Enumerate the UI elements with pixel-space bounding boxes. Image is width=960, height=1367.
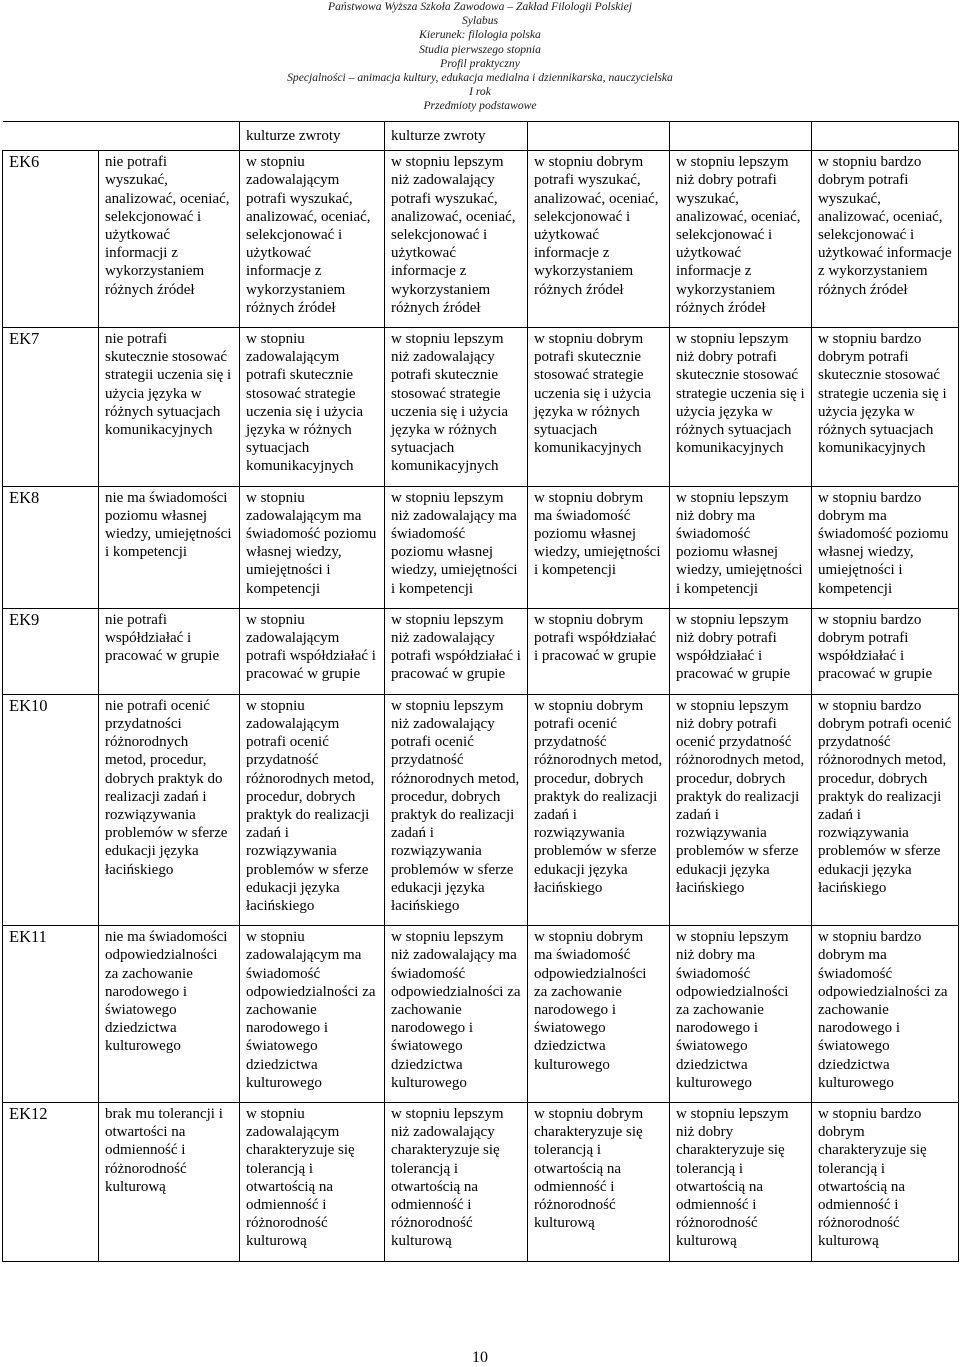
header-line-institution: Państwowa Wyższa Szkoła Zawodowa – Zakład Filologii Polskiej — [328, 0, 632, 13]
criterion-grade-4: w stopniu lepszym niż zadowalający ma świadomość poziomu własnej wiedzy, umiejętności i kompetencji — [385, 486, 528, 608]
criterion-grade-4: w stopniu lepszym niż zadowalający charakteryzuje się tolerancją i otwartością na odmienność i różnorodność kulturową — [385, 1102, 528, 1261]
criterion-grade-7: w stopniu bardzo dobrym potrafi ocenić przydatność różnorodnych metod, procedur, dobrych praktyk do realizacji zadań i rozwiązywania problemów w sferze edukacji języka łacińskiego — [812, 694, 959, 925]
table-row — [3, 1102, 959, 1261]
learning-outcome-code: EK8 — [3, 486, 99, 608]
criterion-grade-5: w stopniu dobrym potrafi współdziałać i pracować w grupie — [528, 608, 670, 694]
header-line-profile: Profil praktyczny — [440, 56, 520, 70]
page-header — [0, 0, 960, 114]
criterion-grade-3: w stopniu zadowalającym ma świadomość odpowiedzialności za zachowanie narodowego i światowego dziedzictwa kulturowego — [240, 926, 385, 1103]
criterion-grade-4: w stopniu lepszym niż zadowalający potrafi wyszukać, analizować, oceniać, selekcjonować i użytkować informacje z wykorzystaniem różnych źródeł — [385, 151, 528, 328]
table-row — [3, 328, 959, 487]
criterion-grade-6: w stopniu lepszym niż dobry ma świadomość odpowiedzialności za zachowanie narodowego i światowego dziedzictwa kulturowego — [670, 926, 812, 1103]
continuation-cell — [812, 122, 959, 151]
learning-outcome-code: EK6 — [3, 151, 99, 328]
header-line-level: Studia pierwszego stopnia — [419, 42, 541, 56]
criterion-grade-4: w stopniu lepszym niż zadowalający potrafi współdziałać i pracować w grupie — [385, 608, 528, 694]
continuation-cell — [528, 122, 670, 151]
continuation-row — [3, 122, 959, 151]
criterion-fail: nie potrafi skutecznie stosować strategii uczenia się i użycia języka w różnych sytuacjach komunikacyjnych — [99, 328, 240, 487]
learning-outcome-code: EK7 — [3, 328, 99, 487]
criterion-grade-5: w stopniu dobrym ma świadomość odpowiedzialności za zachowanie narodowego i światowego dziedzictwa kulturowego — [528, 926, 670, 1103]
learning-outcome-code: EK9 — [3, 608, 99, 694]
criterion-fail: nie potrafi wyszukać, analizować, oceniać, selekcjonować i użytkować informacji z wykorzystaniem różnych źródeł — [99, 151, 240, 328]
continuation-cell: kulturze zwroty — [240, 122, 385, 151]
criterion-grade-7: w stopniu bardzo dobrym potrafi wyszukać, analizować, oceniać, selekcjonować i użytkować informacje z wykorzystaniem różnych źródeł — [812, 151, 959, 328]
criterion-fail: nie potrafi ocenić przydatności różnorodnych metod, procedur, dobrych praktyk do realizacji zadań i rozwiązywania problemów w sferze edukacji języka łacińskiego — [99, 694, 240, 925]
criterion-grade-4: w stopniu lepszym niż zadowalający potrafi skutecznie stosować strategie uczenia się i użycia języka w różnych sytuacjach komunikacyjnych — [385, 328, 528, 487]
criterion-grade-6: w stopniu lepszym niż dobry potrafi skutecznie stosować strategie uczenia się i użycia języka w różnych sytuacjach komunikacyjnych — [670, 328, 812, 487]
continuation-blank — [3, 122, 240, 151]
criterion-grade-7: w stopniu bardzo dobrym potrafi współdziałać i pracować w grupie — [812, 608, 959, 694]
criterion-grade-6: w stopniu lepszym niż dobry potrafi wyszukać, analizować, oceniać, selekcjonować i użytkować informacje z wykorzystaniem różnych źródeł — [670, 151, 812, 328]
criterion-grade-6: w stopniu lepszym niż dobry potrafi ocenić przydatność różnorodnych metod, procedur, dobrych praktyk do realizacji zadań i rozwiązywania problemów w sferze edukacji języka łacińskiego — [670, 694, 812, 925]
header-line-document-type: Sylabus — [461, 14, 499, 28]
header-line-year: I rok — [469, 85, 491, 99]
criterion-fail: nie ma świadomości odpowiedzialności za zachowanie narodowego i światowego dziedzictwa kulturowego — [99, 926, 240, 1103]
criterion-grade-5: w stopniu dobrym potrafi skutecznie stosować strategie uczenia się i użycia języka w różnych sytuacjach komunikacyjnych — [528, 328, 670, 487]
criterion-grade-5: w stopniu dobrym charakteryzuje się tolerancją i otwartością na odmienność i różnorodność kulturową — [528, 1102, 670, 1261]
criterion-grade-5: w stopniu dobrym potrafi wyszukać, analizować, oceniać, selekcjonować i użytkować informacje z wykorzystaniem różnych źródeł — [528, 151, 670, 328]
criterion-grade-3: w stopniu zadowalającym potrafi ocenić przydatność różnorodnych metod, procedur, dobrych praktyk do realizacji zadań i rozwiązywania problemów w sferze edukacji języka łacińskiego — [240, 694, 385, 925]
criterion-grade-7: w stopniu bardzo dobrym ma świadomość odpowiedzialności za zachowanie narodowego i światowego dziedzictwa kulturowego — [812, 926, 959, 1103]
continuation-cell — [670, 122, 812, 151]
criterion-grade-3: w stopniu zadowalającym potrafi współdziałać i pracować w grupie — [240, 608, 385, 694]
criterion-grade-5: w stopniu dobrym potrafi ocenić przydatność różnorodnych metod, procedur, dobrych praktyk do realizacji zadań i rozwiązywania problemów w sferze edukacji języka łacińskiego — [528, 694, 670, 925]
learning-outcome-code: EK11 — [3, 926, 99, 1103]
criterion-grade-4: w stopniu lepszym niż zadowalający potrafi ocenić przydatność różnorodnych metod, procedur, dobrych praktyk do realizacji zadań i rozwiązywania problemów w sferze edukacji języka łacińskiego — [385, 694, 528, 925]
table-row — [3, 694, 959, 925]
table-row — [3, 608, 959, 694]
criterion-grade-6: w stopniu lepszym niż dobry ma świadomość poziomu własnej wiedzy, umiejętności i kompetencji — [670, 486, 812, 608]
header-line-specialties: Specjalności – animacja kultury, edukacja medialna i dziennikarska, nauczycielska — [287, 71, 673, 85]
criterion-grade-4: w stopniu lepszym niż zadowalający ma świadomość odpowiedzialności za zachowanie narodowego i światowego dziedzictwa kulturowego — [385, 926, 528, 1103]
criterion-grade-5: w stopniu dobrym ma świadomość poziomu własnej wiedzy, umiejętności i kompetencji — [528, 486, 670, 608]
table-row — [3, 926, 959, 1103]
criterion-grade-3: w stopniu zadowalającym ma świadomość poziomu własnej wiedzy, umiejętności i kompetencji — [240, 486, 385, 608]
header-line-subject-group: Przedmioty podstawowe — [423, 99, 537, 113]
criterion-grade-3: w stopniu zadowalającym charakteryzuje się tolerancją i otwartością na odmienność i różnorodność kulturową — [240, 1102, 385, 1261]
header-line-field: Kierunek: filologia polska — [419, 28, 541, 42]
table-row — [3, 486, 959, 608]
criterion-grade-3: w stopniu zadowalającym potrafi skutecznie stosować strategie uczenia się i użycia języka w różnych sytuacjach komunikacyjnych — [240, 328, 385, 487]
criterion-grade-7: w stopniu bardzo dobrym potrafi skutecznie stosować strategie uczenia się i użycia języka w różnych sytuacjach komunikacyjnych — [812, 328, 959, 487]
learning-outcome-code: EK10 — [3, 694, 99, 925]
criterion-grade-6: w stopniu lepszym niż dobry potrafi współdziałać i pracować w grupie — [670, 608, 812, 694]
table-row — [3, 151, 959, 328]
criterion-grade-6: w stopniu lepszym niż dobry charakteryzuje się tolerancją i otwartością na odmienność i różnorodność kulturową — [670, 1102, 812, 1261]
criterion-grade-7: w stopniu bardzo dobrym ma świadomość poziomu własnej wiedzy, umiejętności i kompetencji — [812, 486, 959, 608]
criterion-fail: brak mu tolerancji i otwartości na odmienność i różnorodność kulturową — [99, 1102, 240, 1261]
criterion-fail: nie potrafi współdziałać i pracować w grupie — [99, 608, 240, 694]
criterion-grade-3: w stopniu zadowalającym potrafi wyszukać, analizować, oceniać, selekcjonować i użytkować informacje z wykorzystaniem różnych źródeł — [240, 151, 385, 328]
continuation-cell: kulturze zwroty — [385, 122, 528, 151]
criterion-fail: nie ma świadomości poziomu własnej wiedzy, umiejętności i kompetencji — [99, 486, 240, 608]
page-number: 10 — [472, 1349, 488, 1366]
criterion-grade-7: w stopniu bardzo dobrym charakteryzuje się tolerancją i otwartością na odmienność i różnorodność kulturową — [812, 1102, 959, 1261]
learning-outcome-code: EK12 — [3, 1102, 99, 1261]
assessment-criteria-table — [2, 121, 959, 1262]
